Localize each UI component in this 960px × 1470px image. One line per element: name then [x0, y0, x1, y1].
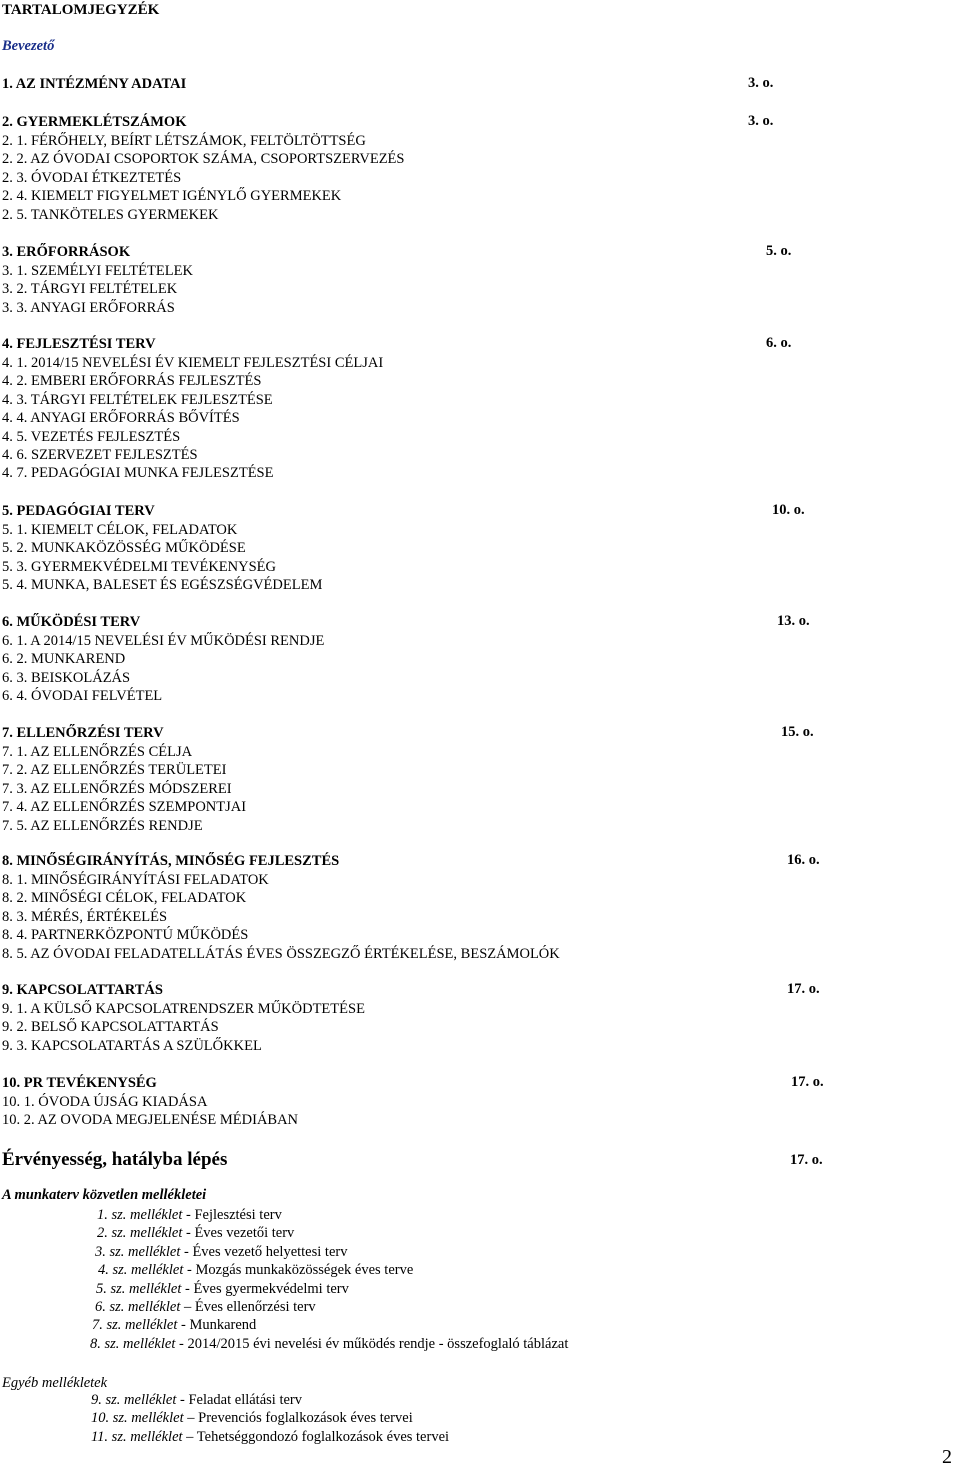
- annex-number: 3. sz. melléklet: [95, 1243, 181, 1260]
- annex-item: [91, 1429, 449, 1446]
- toc-subsection[interactable]: 5. 1. KIEMELT CÉLOK, FELADATOK: [2, 522, 238, 538]
- toc-subsection[interactable]: 6. 4. ÓVODAI FELVÉTEL: [2, 688, 163, 705]
- toc-page-number: 3. o.: [748, 113, 774, 129]
- toc-subsection[interactable]: 8. 5. AZ ÓVODAI FELADATELLÁTÁS ÉVES ÖSSZEGZŐ ÉRTÉKELÉSE, BESZÁMOLÓK: [2, 945, 560, 962]
- annex-title: - Mozgás munkaközösségek éves terve: [183, 1262, 414, 1279]
- annex-item: [92, 1317, 256, 1334]
- toc-subsection[interactable]: 3. 3. ANYAGI ERŐFORRÁS: [2, 299, 175, 316]
- toc-section-heading[interactable]: 6. MŰKÖDÉSI TERV: [2, 614, 141, 630]
- annexes-heading: A munkaterv közvetlen mellékletei: [2, 1187, 207, 1203]
- annex-item: [91, 1410, 413, 1427]
- annex-title: – Tehetséggondozó foglalkozások éves tervei: [182, 1428, 450, 1445]
- toc-subsection[interactable]: 9. 2. BELSŐ KAPCSOLATTARTÁS: [2, 1019, 219, 1036]
- toc-subsection[interactable]: 5. 2. MUNKAKÖZÖSSÉG MŰKÖDÉSE: [2, 540, 246, 557]
- toc-subsection[interactable]: 7. 3. AZ ELLENŐRZÉS MÓDSZEREI: [2, 780, 232, 797]
- toc-section-heading[interactable]: 2. GYERMEKLÉTSZÁMOK: [2, 114, 187, 130]
- annex-item: [95, 1244, 347, 1261]
- toc-section-heading[interactable]: 8. MINŐSÉGIRÁNYÍTÁS, MINŐSÉG FEJLESZTÉS: [2, 853, 340, 869]
- annex-number: 1. sz. melléklet: [97, 1207, 183, 1223]
- page-number: 2: [942, 1446, 952, 1468]
- annex-number: 5. sz. melléklet: [96, 1280, 182, 1297]
- toc-subsection[interactable]: 8. 4. PARTNERKÖZPONTÚ MŰKÖDÉS: [2, 927, 249, 944]
- annex-item: [90, 1336, 568, 1353]
- toc-section-heading[interactable]: 10. PR TEVÉKENYSÉG: [2, 1075, 157, 1091]
- annex-title: - Éves gyermekvédelmi terv: [181, 1280, 349, 1297]
- toc-page-number: 10. o.: [772, 502, 805, 518]
- annex-title: - Éves vezetői terv: [182, 1225, 295, 1242]
- annex-number: 8. sz. melléklet: [90, 1335, 176, 1352]
- toc-subsection[interactable]: 9. 1. A KÜLSŐ KAPCSOLATRENDSZER MŰKÖDTETÉSE: [2, 1001, 365, 1017]
- toc-section-heading[interactable]: 4. FEJLESZTÉSI TERV: [2, 336, 156, 352]
- toc-subsection[interactable]: 6. 3. BEISKOLÁZÁS: [2, 669, 131, 686]
- toc-section-heading[interactable]: 9. KAPCSOLATTARTÁS: [2, 982, 163, 998]
- annex-title: - Fejlesztési terv: [182, 1207, 282, 1223]
- toc-subsection[interactable]: 5. 3. GYERMEKVÉDELMI TEVÉKENYSÉG: [2, 558, 276, 575]
- toc-subsection[interactable]: 6. 2. MUNKAREND: [2, 651, 126, 668]
- toc-page-number: 17. o.: [791, 1074, 824, 1090]
- toc-subsection[interactable]: 2. 3. ÓVODAI ÉTKEZTETÉS: [2, 169, 182, 186]
- toc-page-number: 6. o.: [766, 335, 792, 351]
- annex-number: 10. sz. melléklet: [91, 1410, 184, 1427]
- toc-page-number: 13. o.: [777, 613, 810, 629]
- toc-subsection[interactable]: 2. 2. AZ ÓVODAI CSOPORTOK SZÁMA, CSOPORTSZERVEZÉS: [2, 151, 405, 168]
- toc-page-number: 3. o.: [748, 75, 774, 91]
- toc-subsection[interactable]: 6. 1. A 2014/15 NEVELÉSI ÉV MŰKÖDÉSI RENDJE: [2, 633, 325, 649]
- annex-item: [95, 1299, 316, 1316]
- annex-item: [96, 1281, 349, 1298]
- toc-subsection[interactable]: 8. 3. MÉRÉS, ÉRTÉKELÉS: [2, 908, 168, 925]
- annex-item: [97, 1225, 294, 1242]
- annex-title: – Éves ellenőrzési terv: [180, 1299, 316, 1315]
- validity-page: 17. o.: [790, 1152, 823, 1168]
- toc-subsection[interactable]: 4. 6. SZERVEZET FEJLESZTÉS: [2, 447, 198, 463]
- annex-title: – Prevenciós foglalkozások éves tervei: [183, 1410, 413, 1427]
- toc-subsection[interactable]: 3. 1. SZEMÉLYI FELTÉTELEK: [2, 263, 193, 279]
- annex-item: [98, 1262, 413, 1279]
- annex-number: 9. sz. melléklet: [91, 1392, 177, 1408]
- toc-subsection[interactable]: 4. 3. TÁRGYI FELTÉTELEK FEJLESZTÉSE: [2, 391, 273, 408]
- toc-section-heading[interactable]: 3. ERŐFORRÁSOK: [2, 244, 131, 260]
- annex-title: - Éves vezető helyettesi terv: [180, 1243, 348, 1260]
- annex-number: 11. sz. melléklet: [91, 1428, 183, 1445]
- annex-title: - Munkarend: [177, 1317, 257, 1334]
- annex-number: 7. sz. melléklet: [92, 1317, 178, 1334]
- annex-number: 6. sz. melléklet: [95, 1299, 181, 1315]
- annex-number: 2. sz. melléklet: [97, 1225, 183, 1242]
- toc-page-number: 5. o.: [766, 243, 792, 259]
- intro-link[interactable]: Bevezető: [2, 38, 55, 54]
- toc-section-heading[interactable]: 5. PEDAGÓGIAI TERV: [2, 503, 155, 519]
- validity-heading[interactable]: Érvényesség, hatályba lépés: [2, 1149, 228, 1170]
- toc-subsection[interactable]: 3. 2. TÁRGYI FELTÉTELEK: [2, 281, 178, 298]
- annex-title: - 2014/2015 évi nevelési év működés rendje - összefoglaló táblázat: [175, 1335, 569, 1352]
- toc-page-number: 15. o.: [781, 724, 814, 740]
- annex-title: - Feladat ellátási terv: [176, 1392, 302, 1408]
- toc-page-number: 16. o.: [787, 852, 820, 868]
- toc-subsection[interactable]: 7. 4. AZ ELLENŐRZÉS SZEMPONTJAI: [2, 799, 247, 816]
- toc-subsection[interactable]: 7. 1. AZ ELLENŐRZÉS CÉLJA: [2, 744, 193, 760]
- toc-subsection[interactable]: 4. 4. ANYAGI ERŐFORRÁS BŐVÍTÉS: [2, 410, 240, 427]
- other-annexes-heading: Egyéb mellékletek: [2, 1375, 108, 1391]
- toc-section-heading[interactable]: 7. ELLENŐRZÉSI TERV: [2, 725, 164, 741]
- page-title: TARTALOMJEGYZÉK: [2, 2, 160, 18]
- toc-subsection[interactable]: 2. 4. KIEMELT FIGYELMET IGÉNYLŐ GYERMEKEK: [2, 188, 342, 205]
- toc-subsection[interactable]: 4. 1. 2014/15 NEVELÉSI ÉV KIEMELT FEJLESZTÉSI CÉLJAI: [2, 355, 384, 371]
- annex-item: [97, 1207, 282, 1224]
- toc-subsection[interactable]: 4. 7. PEDAGÓGIAI MUNKA FEJLESZTÉSE: [2, 465, 274, 482]
- toc-subsection[interactable]: 8. 2. MINŐSÉGI CÉLOK, FELADATOK: [2, 890, 247, 907]
- toc-section-heading[interactable]: 1. AZ INTÉZMÉNY ADATAI: [2, 76, 187, 92]
- toc-subsection[interactable]: 10. 1. ÓVODA ÚJSÁG KIADÁSA: [2, 1094, 208, 1110]
- toc-subsection[interactable]: 2. 5. TANKÖTELES GYERMEKEK: [2, 206, 219, 223]
- toc-subsection[interactable]: 4. 2. EMBERI ERŐFORRÁS FEJLESZTÉS: [2, 373, 262, 390]
- annex-item: [91, 1392, 302, 1409]
- toc-subsection[interactable]: 7. 2. AZ ELLENŐRZÉS TERÜLETEI: [2, 762, 227, 779]
- toc-subsection[interactable]: 4. 5. VEZETÉS FEJLESZTÉS: [2, 428, 181, 445]
- toc-subsection[interactable]: 7. 5. AZ ELLENŐRZÉS RENDJE: [2, 817, 203, 834]
- annex-number: 4. sz. melléklet: [98, 1262, 184, 1279]
- toc-subsection[interactable]: 5. 4. MUNKA, BALESET ÉS EGÉSZSÉGVÉDELEM: [2, 577, 323, 594]
- toc-subsection[interactable]: 9. 3. KAPCSOLATARTÁS A SZÜLŐKKEL: [2, 1037, 262, 1054]
- toc-page-number: 17. o.: [787, 981, 820, 997]
- toc-subsection[interactable]: 2. 1. FÉRŐHELY, BEÍRT LÉTSZÁMOK, FELTÖLTÖTTSÉG: [2, 133, 366, 149]
- toc-subsection[interactable]: 10. 2. AZ OVODA MEGJELENÉSE MÉDIÁBAN: [2, 1112, 299, 1129]
- toc-subsection[interactable]: 8. 1. MINŐSÉGIRÁNYÍTÁSI FELADATOK: [2, 872, 269, 888]
